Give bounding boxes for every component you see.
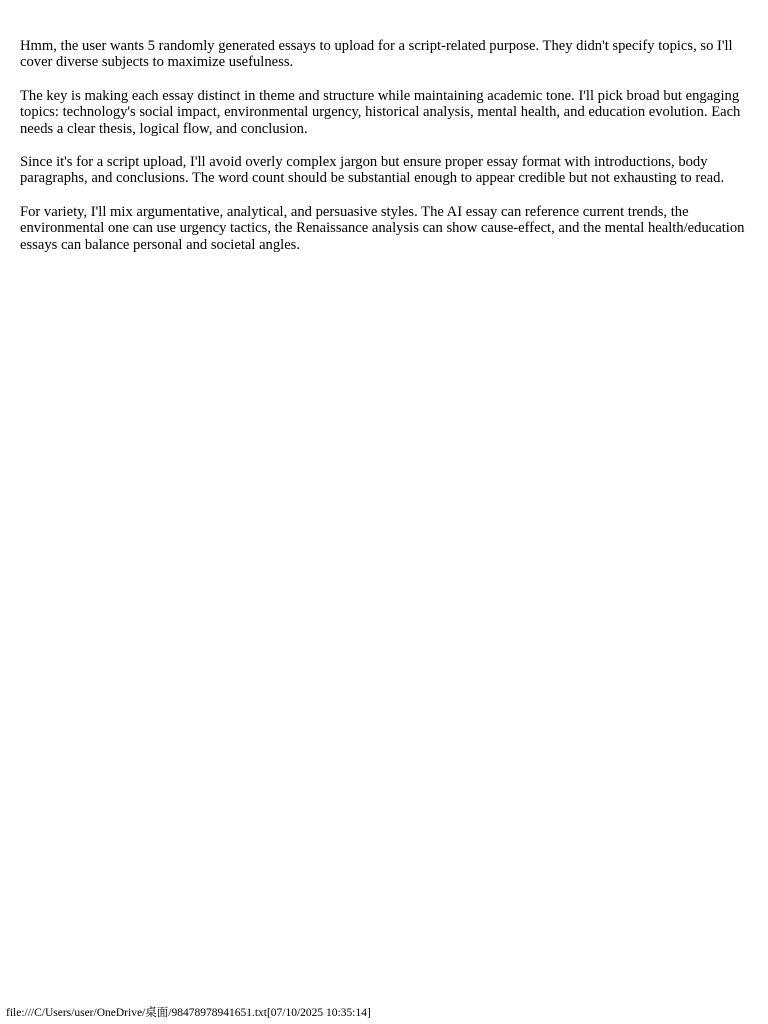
document-body [20,38,752,270]
print-footer-file-path: file:///C/Users/user/OneDrive/桌面/98478978941651.txt[07/10/2025 10:35:14] [6,1007,371,1019]
paragraph: For variety, I'll mix argumentative, analytical, and persuasive styles. The AI essay can reference current trends, the environmental one can use urgency tactics, the Renaissance analysis can show cause-effect, and the mental health/education essays can balance personal and societal angles. [20,203,745,253]
paragraph: Since it's for a script upload, I'll avoid overly complex jargon but ensure proper essay format with introductions, body paragraphs, and conclusions. The word count should be substantial enough to appear credible but not exhausting to read. [20,154,725,187]
paragraph: Hmm, the user wants 5 randomly generated essays to upload for a script-related purpose. They didn't specify topics, so I'll cover diverse subjects to maximize usefulness. [20,38,733,71]
paragraph: The key is making each essay distinct in theme and structure while maintaining academic tone. I'll pick broad but engaging topics: technology's social impact, environmental urgency, historical analysis, mental health, and education evolution. Each needs a clear thesis, logical flow, and conclusion. [20,87,741,137]
